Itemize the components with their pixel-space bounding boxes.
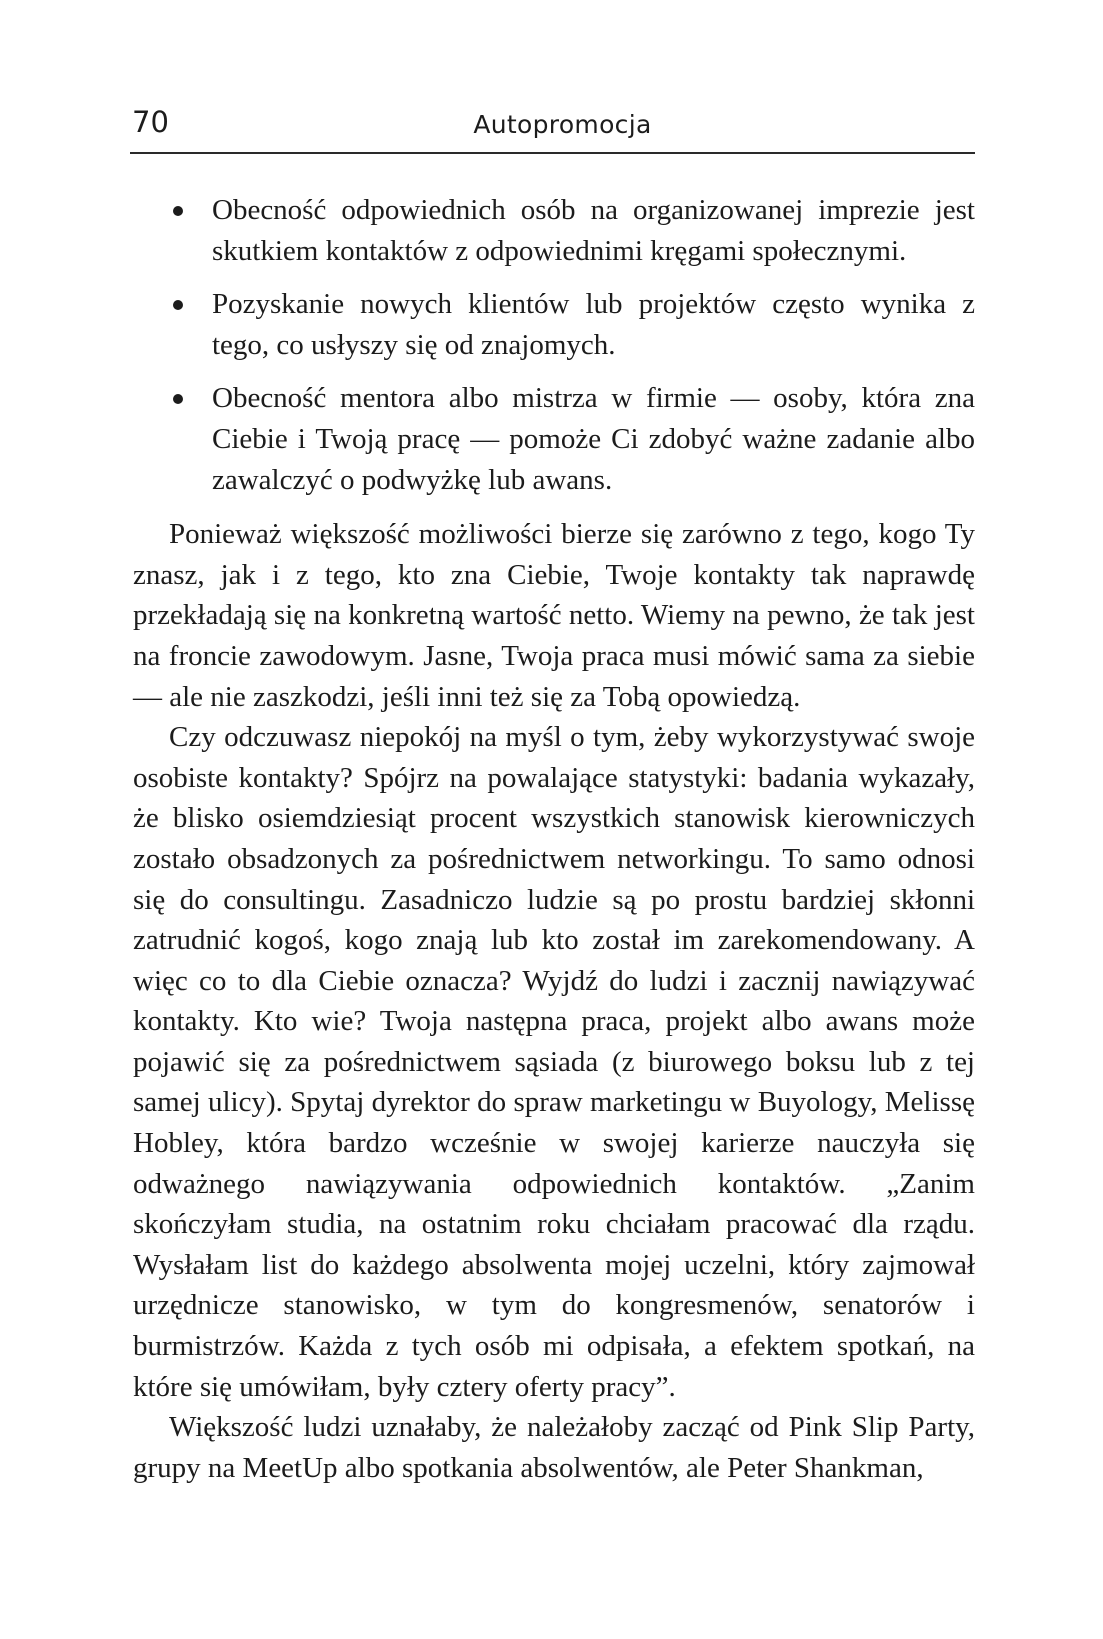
paragraph: Większość ludzi uznałaby, że należałoby zacząć od Pink Slip Party, grupy na MeetUp albo spotkania absolwentów, ale Peter Shankman, — [133, 1411, 975, 1484]
paragraph: Czy odczuwasz niepokój na myśl o tym, żeby wykorzystywać swoje osobiste kontakty? Spójrz na powalające statystyki: badania wykazały, że blisko osiemdziesiąt procent wszystkich stanowisk kierowniczych zostało obsadzonych za pośrednictwem networkingu. To samo odnosi się do consultingu. Zasadniczo ludzie są po prostu bardziej skłonni zatrudnić kogoś, kogo znają lub kto został im zarekomendowany. A więc co to dla Ciebie oznacza? Wyjdź do ludzi i zacznij nawiązywać kontakty. Kto wie? Twoja następna praca, projekt albo awans może pojawić się za pośrednictwem sąsiada (z biurowego boksu lub z tej samej ulicy). Spytaj dyrektor do spraw marketingu w Buyology, Melissę Hobley, która bardzo wcześnie w swojej karierze nauczyła się odważnego nawiązywania odpowiednich kontaktów. „Zanim skończyłam studia, na ostatnim roku chciałam pracować dla rządu. Wysłałam list do każdego absolwenta mojej uczelni, który zajmował urzędnicze stanowisko, w tym do kongresmenów, senatorów i burmistrzów. Każda z tych osób mi odpisała, a efektem spotkań, na które się umówiłam, były cztery oferty pracy”. — [133, 721, 975, 1403]
running-title: Autopromocja — [473, 110, 652, 139]
bullet-item: Pozyskanie nowych klientów lub projektów często wynika z tego, co usłyszy się od znajomych. — [133, 284, 975, 365]
page-header — [130, 100, 975, 154]
paragraph: Ponieważ większość możliwości bierze się zarówno z tego, kogo Ty znasz, jak i z tego, kto zna Ciebie, Twoje kontakty tak naprawdę przekładają się na konkretną wartość netto. Wiemy na pewno, że tak jest na froncie zawodowym. Jasne, Twoja praca musi mówić sama za siebie — ale nie zaszkodzi, jeśli inni też się za Tobą opowiedzą. — [133, 518, 975, 713]
bullet-list — [133, 190, 975, 500]
page-number: 70 — [132, 105, 169, 139]
bullet-item: Obecność odpowiednich osób na organizowanej imprezie jest skutkiem kontaktów z odpowiednimi kręgami społecznymi. — [133, 190, 975, 271]
body-text — [133, 190, 975, 1488]
bullet-item: Obecność mentora albo mistrza w firmie — osoby, która zna Ciebie i Twoją pracę — pomoże Ci zdobyć ważne zadanie albo zawalczyć o podwyżkę lub awans. — [133, 378, 975, 500]
